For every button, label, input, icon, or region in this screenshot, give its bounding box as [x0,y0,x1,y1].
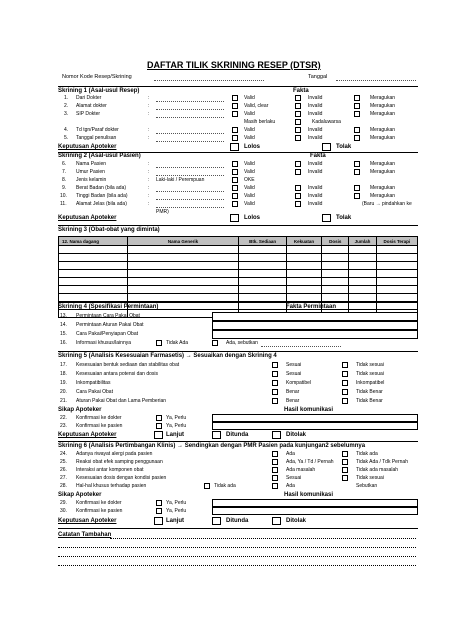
s4-field[interactable] [212,312,418,321]
catatan-label: Catatan Tambahan [58,532,112,538]
checkbox[interactable] [232,169,238,175]
checkbox[interactable] [232,185,238,191]
s1-item-label: Tanggal penulisan [76,135,117,141]
checkbox[interactable] [272,398,278,404]
catatan-field[interactable] [58,565,416,566]
checkbox[interactable] [354,127,360,133]
s2-field[interactable] [156,191,224,192]
checkbox[interactable] [342,362,348,368]
s1-title: Skrining 1 (Asal-usul Resep) [58,88,140,94]
s1-field[interactable] [156,101,224,102]
checkbox[interactable] [342,398,348,404]
checkbox[interactable] [212,340,218,346]
s2-item-label: Jenis kelamin [76,177,107,183]
form-title: DAFTAR TILIK SKRINING RESEP (DTSR) [147,60,321,70]
s4-title: Skrining 4 (Spesifikasi Permintaan) [58,304,159,310]
s2-item-label: Umur Pasien [76,169,105,175]
checkbox[interactable] [354,95,360,101]
s1-tolak-box[interactable] [322,143,331,151]
checkbox[interactable] [354,193,360,199]
s1-item-label: SIP Dokter [76,111,101,117]
s4-item-label: Cara Pakai/Penyiapan Obat [76,331,138,337]
checkbox[interactable] [272,362,278,368]
checkbox[interactable] [295,127,301,133]
checkbox[interactable] [342,389,348,395]
checkbox[interactable] [232,95,238,101]
s1-item-label: Alamat dokter [76,103,107,109]
checkbox[interactable] [232,103,238,109]
checkbox[interactable] [295,193,301,199]
s6-title: Skrining 6 (Analisis Pertimbangan Klinis) → Sendingkan dengan PMR Pasien pada kunjungan2 sebelumnya [58,443,366,449]
s5-keputusan: Keputusan Apoteker [58,432,117,438]
table-row [59,278,418,286]
s2-fakta: Fakta [310,153,326,159]
s1-field[interactable] [156,133,224,134]
s5-title: Skrining 5 (Analisis Kesesuaian Farmasetis) → Sesuaikan dengan Skrining 4 [58,353,277,359]
checkbox[interactable] [272,475,278,481]
checkbox[interactable] [232,135,238,141]
s4-item-label: Informasi khusus/lainnya [76,340,132,346]
s6-ditolak-box[interactable] [272,517,281,525]
checkbox[interactable] [354,111,360,117]
form-page: DAFTAR TILIK SKRINING RESEP (DTSR) Nomor Kode Resep/Skrining Tanggal Skrining 1 (Asal-usul Resep) Fakta 1. Dari Dokter 2. Alamat dokter 3. SIP Dokter 4. Td tgn/Paraf dokter 5. Tanggal penulisan : : : : : Valid Valid, clear Valid Masih berlaku Valid Valid Invalid Invalid Invalid Kadaluwarsa Invalid Invalid Meragukan Meragukan Meragukan Meragukan Meragukan Keputusan Apoteker Lolos Tolak Skrining 2 (Asal-usul Pasien) Fakta 6. Nama Pasien 7. Umur Pasien 8. Jenis kelamin 9. Berat Badan (bila ada) 10. Tinggi Badan (bila ada) 11. Alamat Jelas (bila ada) : : : Laki-laki / Perempuan : : : Valid Valid OKE Valid Valid Valid Invalid Invalid Invalid Invalid Invalid Meragukan Meragukan Meragukan Meragukan (Baru → pindahkan ke PMR) Keputusan Apoteker Lolos Tolak Skrining 3 (Obat-obat yang diminta) 12. Nama dagang Nama Generik Btk. Sediaan Kekuatan Dosis Jumlah Dosis Terapi Skrining 4 (Spesifikasi Permintaan) Fakta Permintaan 13. Permintaan Cara Pakai Obat 14. Permintaan Aturan Pakai Obat 15. Cara Pakai/Penyiapan Obat 16. Informasi khusus/lainnya Tidak Ada Ada, sebutkan Skrining 5 (Analisis Kesesuaian Farmasetis) → Sesuaikan dengan Skrining 4 17. Kesesuaian bentuk sediaan dan stabilitas obat 18. Kesesuaian antara potensi dan dosis 19. Inkompatibilitas 20. Cara Pakai Obat 21. Aturan Pakai Obat dan Lama Pemberian Sesuai Sesuai Kompatibel Benar Benar Tidak sesuai Tidak sesuai Inkompatibel Tidak Benar Tidak Benar Sikap Apoteker Hasil komunikasi 22. Konfirmasi ke dokter 23. Konfirmasi ke pasien Ya, Perlu Ya, Perlu Keputusan Apoteker Lanjut Ditunda Ditolak Skrining 6 (Analisis Pertimbangan Klinis) → Sendingkan dengan PMR Pasien pada kunjungan2 sebelumnya 24. Adanya riwayat alergi pada pasien 25. Reaksi obat efek samping penggunaan 26. Interaksi antar komponen obat 27. Kesesuaian dosis dengan kondisi pasien 28. Hal-hal khusus terhadap pasien Ada Ada, Ya / Td / Pernah Ada masalah Sesuai Tidak ada Ada Sebutkan Tidak ada Tidak Ada / Tdk Pernah Tidak ada masalah Tidak sesuai Sikap Apoteker Hasil komunikasi 29. Konfirmasi ke dokter 30. Konfirmasi ke pasien Ya, Perlu Ya, Perlu Keputusan Apoteker Lanjut Ditunda Ditolak Catatan Tambahan [46,52,434,612]
s3-title: Skrining 3 (Obat-obat yang diminta) [58,227,160,233]
checkbox[interactable] [156,340,162,346]
s1-fakta: Fakta [293,88,309,94]
checkbox[interactable] [232,193,238,199]
checkbox[interactable] [342,467,348,473]
checkbox[interactable] [342,475,348,481]
s6-ditunda-box[interactable] [212,517,221,525]
checkbox[interactable] [272,380,278,386]
s1-lolos-box[interactable] [230,143,239,151]
checkbox[interactable] [156,423,162,429]
table-row [59,262,418,270]
s5-sikap: Sikap Apoteker [58,407,102,413]
tanggal-label: Tanggal [308,74,328,80]
s5-hasil-field[interactable] [212,422,418,430]
s1-item-label: Td tgn/Paraf dokter [76,127,119,133]
checkbox[interactable] [232,127,238,133]
catatan-field[interactable] [58,547,416,548]
checkbox[interactable] [272,451,278,457]
checkbox[interactable] [295,119,301,125]
s4-item-label: Permintaan Aturan Pakai Obat [76,322,144,328]
s2-keputusan: Keputusan Apoteker [58,215,117,221]
checkbox[interactable] [354,185,360,191]
s2-field[interactable] [156,167,224,168]
checkbox[interactable] [295,201,301,207]
checkbox[interactable] [272,467,278,473]
checkbox[interactable] [354,161,360,167]
s1-field[interactable] [156,109,224,110]
drug-table-header: 12. Nama dagang Nama Generik Btk. Sediaan Kekuatan Dosis Jumlah Dosis Terapi [59,237,418,246]
tanggal-field[interactable] [336,80,416,81]
s1-field[interactable] [156,141,224,142]
catatan-field[interactable] [110,538,416,539]
s1-item-label: Dari Dokter [76,95,102,101]
resep-code-field[interactable] [154,80,264,81]
checkbox[interactable] [342,380,348,386]
catatan-field[interactable] [58,556,416,557]
s2-item-label: Alamat Jelas (bila ada) [76,201,127,207]
table-row [59,286,418,294]
s5-lanjut-box[interactable] [154,431,163,439]
checkbox[interactable] [272,389,278,395]
s2-field[interactable] [156,207,224,208]
checkbox[interactable] [272,483,278,489]
checkbox[interactable] [232,201,238,207]
s2-field[interactable] [156,199,224,200]
table-row [59,254,418,262]
checkbox[interactable] [156,508,162,514]
s4-field[interactable] [212,330,418,339]
checkbox[interactable] [295,95,301,101]
checkbox[interactable] [204,483,210,489]
checkbox[interactable] [342,459,348,465]
checkbox[interactable] [295,161,301,167]
s1-field[interactable] [156,117,224,118]
checkbox[interactable] [342,371,348,377]
s4-fakta: Fakta Permintaan [286,304,337,310]
checkbox[interactable] [342,451,348,457]
resep-code-label: Nomor Kode Resep/Skrining [62,74,132,80]
checkbox[interactable] [295,135,301,141]
s6-keputusan: Keputusan Apoteker [58,518,117,524]
checkbox[interactable] [156,500,162,506]
s4-ada-field[interactable] [261,346,341,347]
checkbox[interactable] [295,169,301,175]
s5-hasil-field[interactable] [212,414,418,422]
s2-item-label: Tinggi Badan (bila ada) [76,193,128,199]
s2-tolak-box[interactable] [322,214,331,222]
checkbox[interactable] [354,169,360,175]
baru-note: (Baru → pindahkan ke [362,201,412,207]
s2-item-label: Nama Pasien [76,161,107,167]
table-row [59,294,418,302]
s6-hasil-field[interactable] [212,507,418,515]
checkbox[interactable] [272,371,278,377]
s2-title: Skrining 2 (Asal-usul Pasien) [58,153,141,159]
s5-ditolak-box[interactable] [272,431,281,439]
s6-lanjut-box[interactable] [154,517,163,525]
s5-ditunda-box[interactable] [212,431,221,439]
checkbox[interactable] [232,177,238,183]
checkbox[interactable] [354,103,360,109]
checkbox[interactable] [295,103,301,109]
checkbox[interactable] [354,135,360,141]
checkbox[interactable] [232,161,238,167]
checkbox[interactable] [295,185,301,191]
s1-keputusan: Keputusan Apoteker [58,144,117,150]
gender-options[interactable]: Laki-laki / Perempuan [156,177,205,183]
checkbox[interactable] [156,415,162,421]
s2-lolos-box[interactable] [230,214,239,222]
s5-hasil: Hasil komunikasi [284,407,334,413]
table-row [59,246,418,254]
s6-hasil: Hasil komunikasi [284,492,334,498]
s2-item-label: Berat Badan (bila ada) [76,185,127,191]
s4-field[interactable] [212,321,418,330]
checkbox[interactable] [232,111,238,117]
s2-field[interactable] [156,175,224,176]
s6-hasil-field[interactable] [212,499,418,507]
s6-sikap: Sikap Apoteker [58,492,102,498]
checkbox[interactable] [295,111,301,117]
table-row [59,270,418,278]
s4-item-label: Permintaan Cara Pakai Obat [76,313,140,319]
checkbox[interactable] [272,459,278,465]
